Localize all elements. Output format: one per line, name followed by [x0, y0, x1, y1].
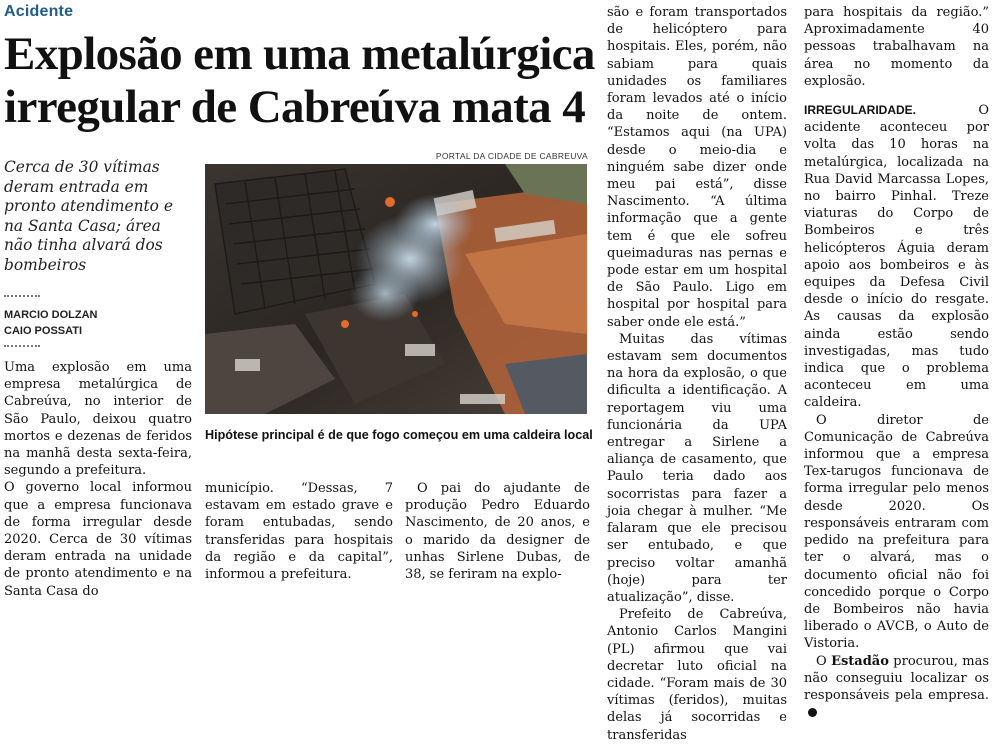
byline-author-1: MARCIO DOLZAN — [4, 309, 98, 321]
paragraph: município. “Dessas, 7 estavam em estado grave e foram entubadas, sendo transferidas para hospitais da região e da capital”, informou a prefeitura. — [205, 481, 393, 583]
paragraph-text: O — [816, 653, 827, 669]
article-column-1 — [4, 359, 192, 600]
aerial-explosion-image — [205, 164, 587, 414]
byline-divider-top — [4, 295, 40, 297]
paragraph: Muitas das vítimas estavam sem documentos na hora da explosão, o que dificulta a identificação. A reportagem viu uma funcionária da UPA entregar a Sirlene a aliança de casamento, que Paulo teria dado aos socorristas para fazer a joia chegar à mulher. “Me falaram que ele precisou ser entubado, e que preciso voltar amanhã (hoje) para ter atualização”, disse. — [607, 331, 787, 605]
paragraph-text: procurou, mas não conseguiu localizar os responsáveis pela empresa. — [804, 653, 989, 703]
photo-credit: PORTAL DA CIDADE DE CABREUVA — [435, 151, 588, 161]
paragraph: O diretor de Comunicação de Cabreúva informou que a empresa Tex-tarugos funcionava de forma irregular pelo menos desde 2020. Os responsáveis entraram com pedido na prefeitura para ter o alvará, mas o documento oficial não foi concedido porque o Corpo de Bombeiros não havia liberado o AVCB, o Auto de Vistoria. — [804, 412, 989, 652]
end-of-article-icon — [808, 708, 817, 717]
byline-author-2: CAIO POSSATI — [4, 325, 83, 337]
paragraph: O governo local informou que a empresa funcionava de forma irregular desde 2020. Cerca de 30 vítimas deram entrada na unidade de pronto atendimento e na Santa Casa do — [4, 480, 192, 599]
article-column-2 — [205, 480, 393, 583]
paragraph: Prefeito de Cabreúva, Antonio Carlos Mangini (PL) afirmou que vai decretar luto oficial na cidade. “Foram mais de 30 vítimas (feridos), muitas delas já socorridas e transferidas — [607, 607, 787, 743]
newspaper-name: Estadão — [831, 653, 889, 669]
section-label: Acidente — [4, 3, 74, 20]
paragraph: para hospitais da região.” Aproximadamente 40 pessoas trabalhavam na área no momento da explosão. — [804, 5, 989, 89]
photo-caption: Hipótese principal é de que fogo começou em uma caldeira local — [205, 428, 593, 442]
paragraph: O pai do ajudante de produção Pedro Eduardo Nascimento, de 20 anos, e o marido da designer de unhas Sirlene Dubas, de 38, se feriram na explo- — [405, 481, 590, 583]
paragraph-text: O acidente aconteceu por volta das 10 horas na metalúrgica, localizada na Rua David Marcassa Lopes, no bairro Pinhal. Treze viaturas do Corpo de Bombeiros e três helicópteros Águia deram apoio aos bombeiros e às equipes da Defesa Civil desde o início do resgate. As causas da explosão ainda estão sendo investigadas, mas tudo indica que o problema aconteceu em uma caldeira. — [804, 103, 989, 411]
headline: Explosão em uma metalúrgica irregular de Cabreúva mata 4 — [4, 28, 595, 133]
paragraph-final — [804, 653, 989, 722]
paragraph-irregularidade — [804, 102, 989, 412]
paragraph: são e foram transportados de helicóptero para hospitais. Eles, porém, não sabiam para quais unidades os familiares foram levados até o início da noite de ontem. “Estamos aqui (na UPA) desde o meio-dia e ninguém sabe dizer onde meu pai está”, disse Nascimento. “A última informação que a gente tem é que ele sofreu queimaduras nas pernas e pode estar em um hospital de São Paulo. Ligo em hospital por hospital para saber onde ele está.” — [607, 5, 787, 330]
article-column-4 — [607, 4, 787, 744]
byline-divider-bottom — [4, 345, 40, 347]
paragraph: Uma explosão em uma empresa metalúrgica de Cabreúva, no interior de São Paulo, deixou quatro mortos e dezenas de feridos na manhã desta sexta-feira, segundo a prefeitura. — [4, 360, 192, 479]
article-column-3 — [405, 480, 590, 583]
article-column-5 — [804, 4, 989, 721]
article-photo — [205, 164, 587, 414]
run-in-heading: IRREGULARIDADE. — [804, 103, 917, 118]
deck-subheadline: Cerca de 30 vítimas deram entrada em pronto atendimento e na Santa Casa; área não tinha alvará dos bombeiros — [4, 158, 173, 274]
